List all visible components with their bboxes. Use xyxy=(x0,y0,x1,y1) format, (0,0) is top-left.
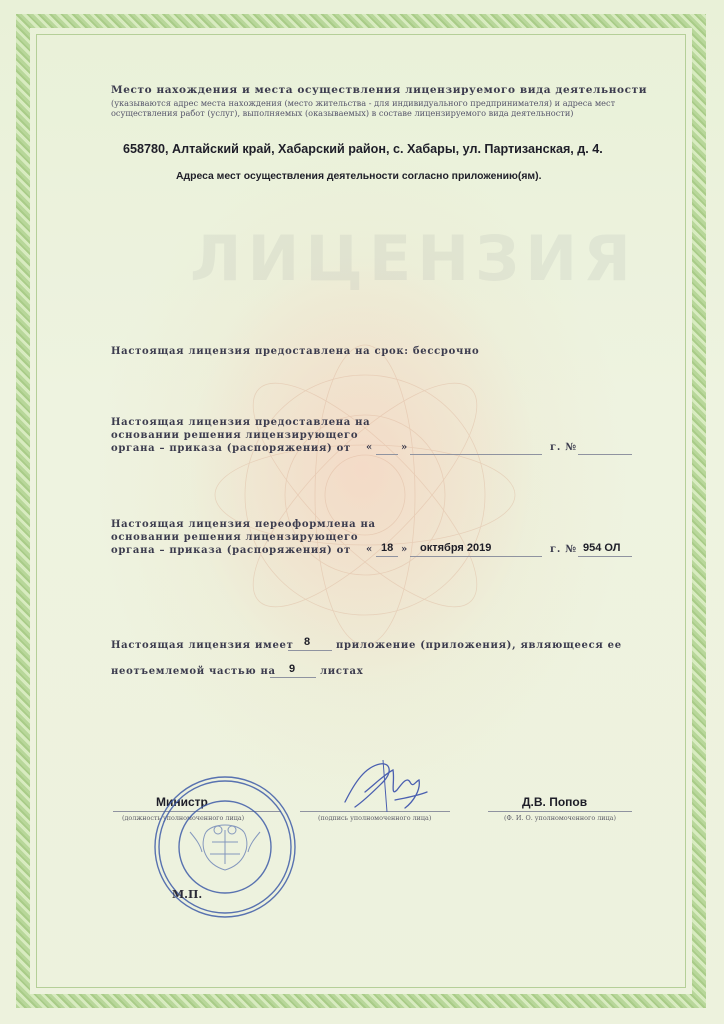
appendix-text-4: листах xyxy=(320,666,364,677)
location-title: Место нахождения и места осуществления лицензируемого вида деятельности xyxy=(111,84,648,96)
appendix-sheets-line xyxy=(270,677,316,678)
appendix-text-1: Настоящая лицензия имеет xyxy=(111,640,294,651)
granted-line-1: Настоящая лицензия предоставлена на xyxy=(111,417,371,428)
appendix-text-3: неотъемлемой частью на xyxy=(111,666,276,677)
granted-number-label: г. № xyxy=(550,442,577,453)
reissued-day: 18 xyxy=(381,542,394,554)
rosette-pattern xyxy=(200,330,530,660)
reissued-line-1: Настоящая лицензия переоформлена на xyxy=(111,519,376,530)
name-caption: (Ф. И. О. уполномоченного лица) xyxy=(504,814,616,822)
appendix-sheets: 9 xyxy=(289,663,296,675)
reissued-open-quote: « xyxy=(366,544,373,555)
location-header xyxy=(111,84,651,118)
position-caption: (должность уполномоченного лица) xyxy=(122,814,245,822)
reissued-month-year: октября 2019 xyxy=(420,542,492,554)
reissued-number: 954 ОЛ xyxy=(583,542,621,554)
address-value: 658780, Алтайский край, Хабарский район, с. Хабары, ул. Партизанская, д. 4. xyxy=(123,142,603,156)
reissued-day-line xyxy=(376,556,398,557)
granted-number-line xyxy=(578,454,632,455)
reissued-line-2: основании решения лицензирующего xyxy=(111,532,359,543)
appendix-text-2: приложение (приложения), являющееся ее xyxy=(336,640,622,651)
reissued-close-quote: » xyxy=(401,544,408,555)
watermark-pattern: ЛИЦЕНЗИЯ xyxy=(190,222,637,295)
seal-place-label: М.П. xyxy=(172,888,203,901)
granted-close-quote: » xyxy=(401,442,408,453)
appendix-count: 8 xyxy=(304,636,311,648)
granted-line-3: органа – приказа (распоряжения) от xyxy=(111,443,351,454)
reissued-date-line xyxy=(410,556,542,557)
granted-day-line xyxy=(376,454,398,455)
signatory-position: Министр xyxy=(156,795,208,809)
location-note: (указываются адрес места нахождения (место жительства - для индивидуального предпринимателя) и адреса мест осуществления работ (услуг), выполняемых (оказываемых) в составе лицензируемого вида деятельности) xyxy=(111,98,616,119)
granted-open-quote: « xyxy=(366,442,373,453)
address-appendix-note: Адреса мест осуществления деятельности согласно приложению(ям). xyxy=(176,171,542,182)
signatory-name: Д.В. Попов xyxy=(522,795,588,809)
name-line xyxy=(488,811,632,812)
granted-block xyxy=(111,416,370,455)
term-row xyxy=(111,346,479,357)
appendix-count-line xyxy=(288,650,332,651)
reissued-line-3: органа – приказа (распоряжения) от xyxy=(111,545,351,556)
granted-date-line xyxy=(410,454,542,455)
term-value: бессрочно xyxy=(412,346,480,357)
signature-caption: (подпись уполномоченного лица) xyxy=(318,814,432,822)
handwritten-signature xyxy=(335,752,435,822)
term-label: Настоящая лицензия предоставлена на срок: xyxy=(111,346,409,357)
reissued-block xyxy=(111,518,376,557)
reissued-number-label: г. № xyxy=(550,544,577,555)
granted-line-2: основании решения лицензирующего xyxy=(111,430,359,441)
reissued-number-line xyxy=(578,556,632,557)
